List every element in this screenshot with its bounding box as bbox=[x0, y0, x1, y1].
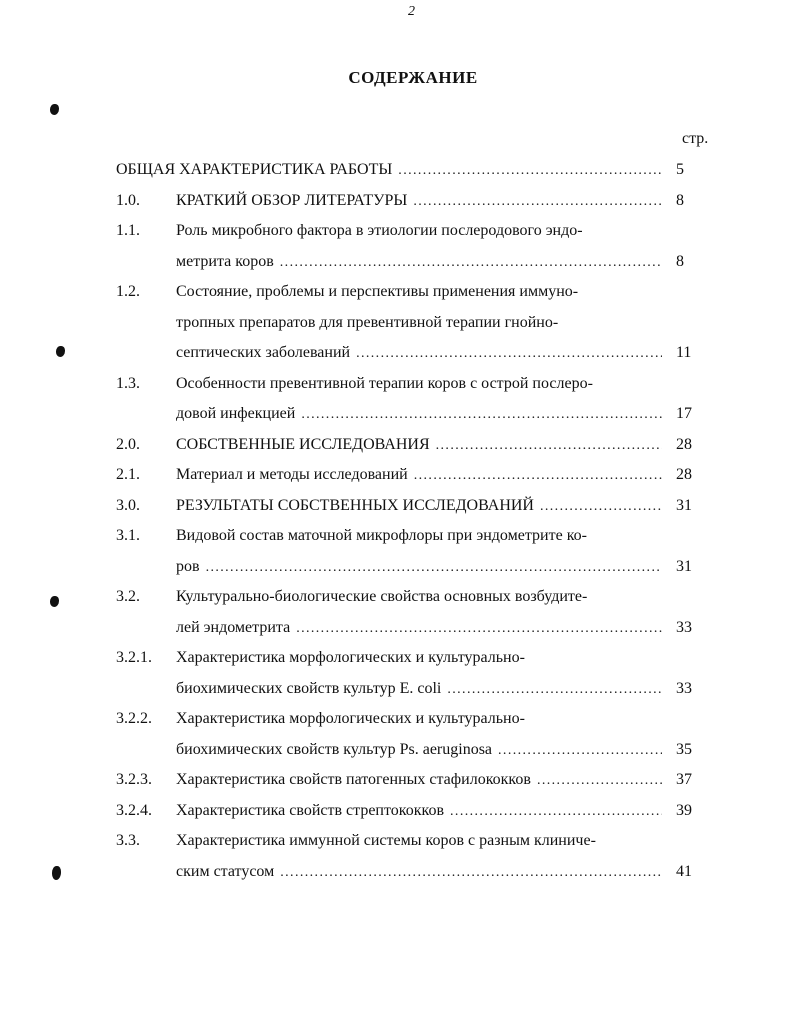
toc-entry-text: Состояние, проблемы и перспективы применения иммуно- bbox=[176, 283, 579, 300]
toc-entry-text: СОБСТВЕННЫЕ ИССЛЕДОВАНИЯ bbox=[176, 436, 430, 453]
toc-leader-dots bbox=[280, 862, 662, 882]
toc-leader-dots bbox=[414, 465, 662, 485]
toc-entry-text: септических заболеваний bbox=[176, 344, 351, 361]
toc-entry-text: Видовой состав маточной микрофлоры при эндометрите ко- bbox=[176, 527, 587, 544]
toc-leader-dots bbox=[540, 496, 662, 516]
toc-entry-number: 3.2.1. bbox=[116, 649, 152, 666]
toc-leader-dots bbox=[413, 191, 662, 211]
toc-leader-dots bbox=[398, 160, 662, 180]
toc-page-number: 31 bbox=[676, 558, 692, 575]
page-title: СОДЕРЖАНИЕ bbox=[348, 68, 478, 87]
scan-mark bbox=[50, 596, 59, 607]
toc-entry-text: довой инфекцией bbox=[176, 405, 296, 422]
toc-entry-text: Характеристика свойств стрептококков bbox=[176, 802, 445, 819]
toc-page-number: 31 bbox=[676, 497, 692, 514]
toc-page-number: 41 bbox=[676, 863, 692, 880]
toc-entry-text: тропных препаратов для превентивной терапии гнойно- bbox=[176, 314, 559, 331]
toc-entry-number: 2.0. bbox=[116, 436, 140, 453]
toc-entry-number: 3.1. bbox=[116, 527, 140, 544]
toc-leader-dots bbox=[498, 740, 662, 760]
toc-page-number: 39 bbox=[676, 802, 692, 819]
toc-page-number: 8 bbox=[676, 253, 684, 270]
toc-leader-dots bbox=[301, 404, 662, 424]
toc-entry-number: 1.1. bbox=[116, 222, 140, 239]
toc-entry-text: Особенности превентивной терапии коров с острой послеро- bbox=[176, 375, 593, 392]
toc-leader-dots bbox=[447, 679, 662, 699]
toc-entry-text: КРАТКИЙ ОБЗОР ЛИТЕРАТУРЫ bbox=[176, 192, 408, 209]
toc-entry-number: 3.2.4. bbox=[116, 802, 152, 819]
toc-leader-dots bbox=[436, 435, 662, 455]
toc-page-number: 28 bbox=[676, 436, 692, 453]
toc-entry-text: ским статусом bbox=[176, 863, 275, 880]
toc-entry-number: 1.0. bbox=[116, 192, 140, 209]
toc-leader-dots bbox=[537, 770, 662, 790]
toc-entry-text: ров bbox=[176, 558, 200, 575]
toc-leader-dots bbox=[450, 801, 662, 821]
toc-page-number: 17 bbox=[676, 405, 692, 422]
scan-mark bbox=[50, 104, 59, 115]
toc-leader-dots bbox=[356, 343, 662, 363]
toc-entry-text: биохимических свойств культур Ps. aeruginosa bbox=[176, 741, 493, 758]
toc-entry-text: Характеристика иммунной системы коров с разным клиниче- bbox=[176, 832, 596, 849]
toc-leader-dots bbox=[296, 618, 662, 638]
toc-leader-dots bbox=[206, 557, 662, 577]
toc-page-number: 28 bbox=[676, 466, 692, 483]
toc-page-number: 8 bbox=[676, 192, 684, 209]
toc-entry-text: Роль микробного фактора в этиологии послеродового эндо- bbox=[176, 222, 583, 239]
toc-entry-number: 1.3. bbox=[116, 375, 140, 392]
toc-entry-text: Характеристика морфологических и культурально- bbox=[176, 710, 525, 727]
toc-entry-text: ОБЩАЯ ХАРАКТЕРИСТИКА РАБОТЫ bbox=[116, 161, 393, 178]
toc-page-number: 5 bbox=[676, 161, 684, 178]
toc-page-number: 35 bbox=[676, 741, 692, 758]
scan-mark bbox=[56, 346, 65, 357]
toc-entry-number: 2.1. bbox=[116, 466, 140, 483]
toc-leader-dots bbox=[280, 252, 662, 272]
toc-entry-number: 3.0. bbox=[116, 497, 140, 514]
toc-entry-text: метрита коров bbox=[176, 253, 274, 270]
toc-entry-number: 3.2.2. bbox=[116, 710, 152, 727]
toc-entry-text: Характеристика морфологических и культурально- bbox=[176, 649, 525, 666]
toc-entry-text: биохимических свойств культур E. coli bbox=[176, 680, 442, 697]
toc-page-number: 33 bbox=[676, 680, 692, 697]
toc-page-number: 37 bbox=[676, 771, 692, 788]
toc-page-number: 33 bbox=[676, 619, 692, 636]
toc-entry-number: 3.2.3. bbox=[116, 771, 152, 788]
toc-entry-text: Материал и методы исследований bbox=[176, 466, 408, 483]
toc-entry-text: лей эндометрита bbox=[176, 619, 291, 636]
page-column-label: стр. bbox=[682, 130, 709, 147]
toc-entry-number: 1.2. bbox=[116, 283, 140, 300]
toc-entry-text: РЕЗУЛЬТАТЫ СОБСТВЕННЫХ ИССЛЕДОВАНИЙ bbox=[176, 497, 534, 514]
toc-entry-number: 3.2. bbox=[116, 588, 140, 605]
scan-mark bbox=[52, 866, 61, 880]
toc-entry-text: Характеристика свойств патогенных стафилококков bbox=[176, 771, 531, 788]
toc-page-number: 11 bbox=[676, 344, 692, 361]
page-number: 2 bbox=[408, 4, 415, 19]
toc-entry-number: 3.3. bbox=[116, 832, 140, 849]
toc-entry-text: Культурально-биологические свойства основных возбудите- bbox=[176, 588, 588, 605]
